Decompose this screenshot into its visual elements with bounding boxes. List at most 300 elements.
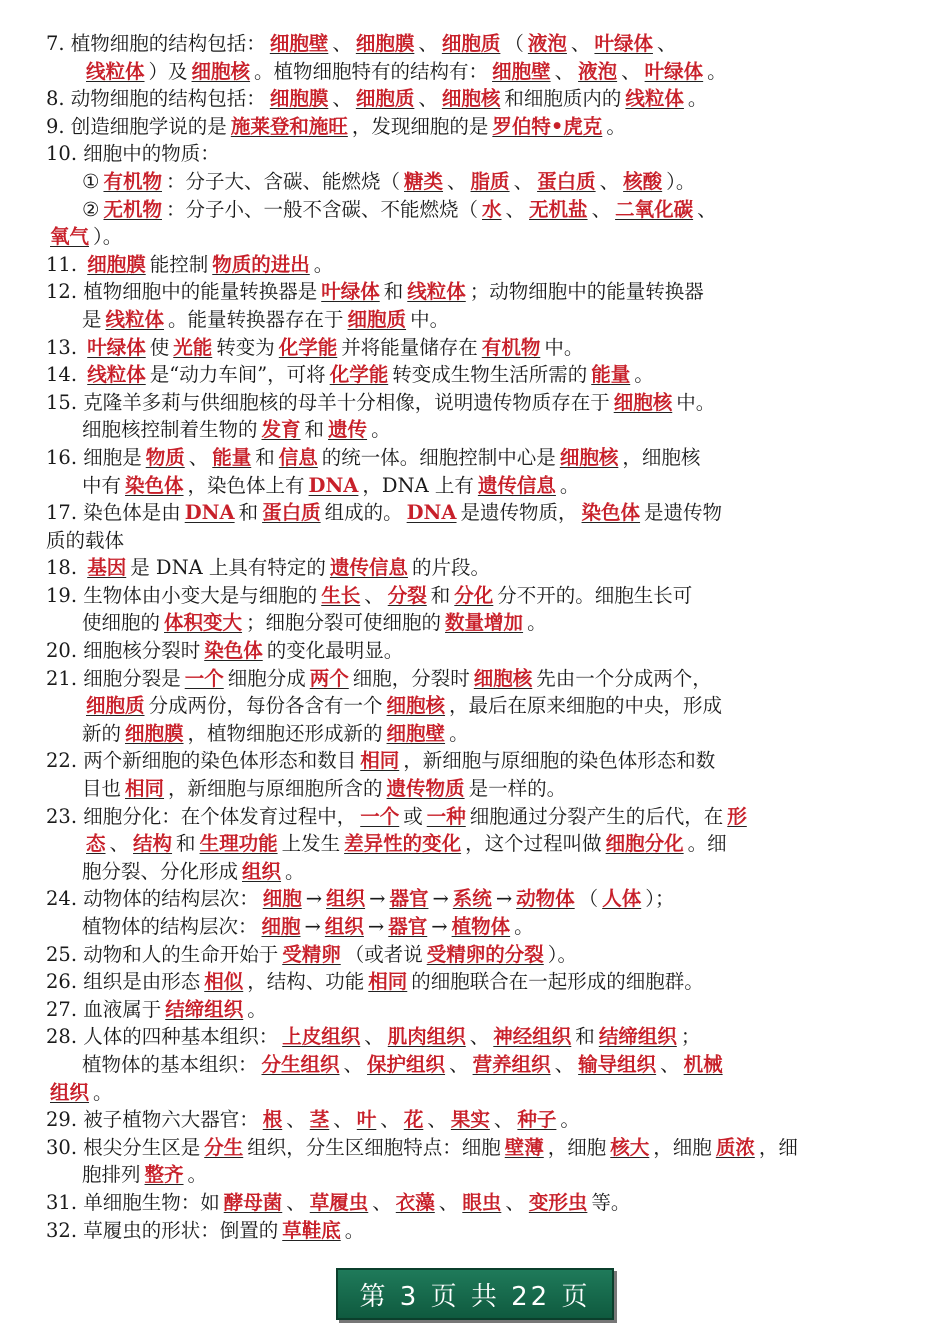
answer-blank: 染色体 <box>125 473 184 497</box>
question-text: 胞排列 <box>82 1163 141 1187</box>
question-text: 21. 细胞分裂是 <box>46 666 181 690</box>
question-text: ，DNA 上有 <box>362 473 474 497</box>
answer-blank: 细胞核 <box>191 59 251 83</box>
answer-blank: 细胞核 <box>473 666 533 690</box>
answer-blank: 质浓 <box>715 1135 755 1159</box>
question-text: 中。 <box>410 307 450 331</box>
question-text: 、 <box>332 87 352 111</box>
answer-blank: 线粒体 <box>407 280 466 304</box>
question-text: 新的 <box>82 721 122 745</box>
question-line <box>46 1051 898 1079</box>
answer-blank: 受精卵的分裂 <box>426 942 544 966</box>
answer-blank: 施莱登和施旺 <box>230 114 348 138</box>
question-text: ，细 <box>758 1135 798 1159</box>
question-text: 13. <box>46 335 84 359</box>
question-text: 胞分裂、分化形成 <box>82 859 239 883</box>
answer-blank: 营养组织 <box>472 1052 551 1076</box>
question-text: 、 <box>505 197 526 221</box>
question-text: 、 <box>697 197 717 221</box>
question-line <box>46 968 898 996</box>
answer-blank: 一个 <box>184 666 224 690</box>
answer-blank: 结缔组织 <box>598 1025 677 1049</box>
answer-blank: 机械 <box>683 1052 723 1076</box>
answer-blank: 草履虫 <box>309 1190 369 1214</box>
question-item <box>46 85 898 113</box>
answer-blank: 化学能 <box>278 335 338 359</box>
answer-blank: 脂质 <box>470 169 510 193</box>
answer-blank: 一种 <box>426 804 466 828</box>
question-text: 和 <box>304 418 325 442</box>
question-line <box>46 389 898 417</box>
question-item <box>46 554 898 582</box>
question-text: ；动物细胞中的能量转换器 <box>469 280 704 304</box>
answer-blank: 叶绿体 <box>87 335 146 359</box>
answer-blank: 遗传物质 <box>386 777 465 801</box>
answer-blank: 两个 <box>309 666 349 690</box>
question-line <box>46 858 898 886</box>
question-text: ，细胞 <box>653 1135 712 1159</box>
answer-blank: 叶 <box>356 1108 377 1132</box>
question-text: 、 <box>599 169 620 193</box>
question-text: → <box>304 915 321 938</box>
answer-blank: 细胞膜 <box>87 252 146 276</box>
question-item <box>46 361 898 389</box>
question-line <box>46 720 898 748</box>
question-line <box>46 637 898 665</box>
question-text: 、 <box>469 1025 490 1049</box>
question-text: 质的载体 <box>46 528 125 552</box>
answer-blank: 无机盐 <box>529 197 588 221</box>
answer-blank: 组织 <box>50 1080 90 1104</box>
question-text: 细胞，分裂时 <box>352 666 470 690</box>
question-text: 。 <box>527 611 547 635</box>
question-item <box>46 389 898 444</box>
question-line <box>46 527 898 555</box>
question-text: 。 <box>247 997 267 1021</box>
question-line <box>46 278 898 306</box>
question-line <box>46 30 898 58</box>
question-text: 、 <box>364 1025 384 1049</box>
answer-blank: 种子 <box>517 1108 557 1132</box>
question-text: ，染色体上有 <box>187 473 305 497</box>
question-line <box>46 885 898 913</box>
question-text: 22. 两个新细胞的染色体形态和数目 <box>46 749 357 773</box>
question-text: 16. 细胞是 <box>46 445 142 469</box>
question-line <box>46 1106 898 1134</box>
answer-blank: 肌肉组织 <box>387 1025 466 1049</box>
question-text: 10. 细胞中的物质： <box>46 142 220 166</box>
question-line <box>46 747 898 775</box>
question-text: → <box>369 887 386 911</box>
question-text: 使 <box>149 335 170 359</box>
question-text: 、 <box>333 1108 353 1132</box>
question-line <box>46 582 898 610</box>
answer-blank: 染色体 <box>204 639 263 663</box>
answer-blank: 果实 <box>450 1108 490 1132</box>
question-text: ； <box>680 1025 701 1049</box>
question-item <box>46 941 898 969</box>
answer-blank: 相同 <box>368 970 408 994</box>
question-text: ）。 <box>666 169 696 193</box>
question-text: → <box>432 887 449 911</box>
question-line <box>46 803 898 831</box>
question-text: ，这个过程叫做 <box>465 832 602 856</box>
answer-blank: 态 <box>86 832 106 856</box>
answer-blank: 组织 <box>324 915 364 938</box>
question-line <box>46 251 898 279</box>
question-text: 使细胞的 <box>82 611 161 635</box>
question-text: 和 <box>430 583 451 607</box>
question-text: 和 <box>575 1025 595 1049</box>
answer-blank: 器官 <box>388 915 428 938</box>
question-text: 、 <box>343 1052 364 1076</box>
question-item <box>46 1106 898 1134</box>
question-item <box>46 30 898 85</box>
answer-blank: 草鞋底 <box>282 1218 341 1242</box>
question-text: 7. 植物细胞的结构包括： <box>46 32 266 55</box>
answer-blank: 一个 <box>360 804 400 828</box>
question-text: 28. 人体的四种基本组织： <box>46 1025 279 1049</box>
question-text: 。 <box>313 252 334 276</box>
question-item <box>46 1134 898 1189</box>
question-text: ，细胞核 <box>622 445 701 469</box>
answer-blank: 细胞膜 <box>269 87 329 111</box>
question-text: 、 <box>505 1190 525 1214</box>
answer-blank: 体积变大 <box>164 611 243 635</box>
page-indicator <box>336 1268 614 1320</box>
question-line <box>46 830 898 858</box>
answer-blank: 细胞 <box>262 887 302 911</box>
answer-blank: 液泡 <box>578 59 618 83</box>
question-text: 、 <box>621 59 641 83</box>
answer-blank: 花 <box>403 1108 424 1132</box>
question-text: 、 <box>427 1108 447 1132</box>
question-text: 。 <box>606 114 626 138</box>
question-text: ，新细胞与原细胞所含的 <box>168 777 383 801</box>
question-text: → <box>305 887 323 911</box>
answer-blank: 细胞膜 <box>355 32 415 55</box>
question-line <box>46 168 898 196</box>
answer-blank: 糖类 <box>404 169 444 193</box>
question-item <box>46 968 898 996</box>
question-line <box>46 85 898 113</box>
answer-blank: 分生 <box>204 1135 244 1159</box>
question-text: ，发现细胞的是 <box>351 114 489 138</box>
question-line <box>46 1079 898 1107</box>
answer-blank: 结构 <box>133 832 173 856</box>
answer-blank: 遗传信息 <box>329 556 408 580</box>
answer-blank: 叶绿体 <box>321 280 380 304</box>
question-text: （或者说 <box>344 942 423 966</box>
question-text: ，最后在原来细胞的中央，形成 <box>449 694 723 718</box>
question-line <box>46 554 898 582</box>
answer-blank: 化学能 <box>329 363 389 387</box>
question-line <box>46 58 898 86</box>
question-item <box>46 747 898 802</box>
question-text: 先由一个分成两个， <box>536 666 712 690</box>
question-text: 、 <box>380 1108 400 1132</box>
answer-blank: 细胞 <box>261 915 301 938</box>
answer-blank: 核酸 <box>623 169 663 193</box>
question-text: 是 <box>82 307 102 331</box>
question-text: 。 <box>707 59 727 83</box>
answer-blank: 遗传信息 <box>477 473 556 497</box>
question-text: 细胞分成 <box>227 666 306 690</box>
question-text: → <box>495 887 513 911</box>
question-text: 、 <box>332 32 352 55</box>
question-item <box>46 444 898 499</box>
answer-blank: 罗伯特•虎克 <box>492 114 603 138</box>
question-text: 组成的。 <box>324 501 403 525</box>
question-line <box>46 996 898 1024</box>
question-item <box>46 113 898 141</box>
question-item <box>46 251 898 279</box>
question-text: 和细胞质内的 <box>504 87 622 111</box>
question-item <box>46 803 898 886</box>
question-text: 19. 生物体由小变大是与细胞的 <box>46 583 318 607</box>
question-text: （ <box>578 887 599 911</box>
question-text: ，细胞 <box>547 1135 607 1159</box>
answer-blank: 核大 <box>610 1135 650 1159</box>
answer-blank: 染色体 <box>581 501 641 525</box>
question-line <box>46 499 898 527</box>
question-text: 。 <box>634 363 654 387</box>
question-text: 29. 被子植物六大器官： <box>46 1108 259 1132</box>
answer-blank: 组织 <box>326 887 366 911</box>
question-text: 能控制 <box>149 252 209 276</box>
question-text: ，新细胞与原细胞的染色体形态和数 <box>403 749 716 773</box>
question-text: 上发生 <box>281 832 341 856</box>
question-text: 是一样的。 <box>468 777 567 801</box>
question-text: 、 <box>570 32 591 55</box>
answer-blank: 受精卵 <box>282 942 341 966</box>
answer-blank: 细胞核 <box>441 87 501 111</box>
answer-blank: 根 <box>262 1108 283 1132</box>
question-text: 12. 植物细胞中的能量转换器是 <box>46 280 318 304</box>
answer-blank: 物质的进出 <box>212 252 310 276</box>
question-text: 24. 动物体的结构层次： <box>46 887 259 911</box>
answer-blank: 保护组织 <box>367 1052 446 1076</box>
answer-blank: 组织 <box>242 859 282 883</box>
question-text: 、 <box>438 1190 459 1214</box>
question-text: 转变成生物生活所需的 <box>392 363 588 387</box>
question-text: 、 <box>447 169 467 193</box>
answer-blank: 有机物 <box>103 169 162 193</box>
answer-blank: 细胞核 <box>613 390 673 414</box>
question-item <box>46 278 898 333</box>
answer-blank: DNA <box>184 501 235 525</box>
question-text: 是遗传物质， <box>460 501 578 525</box>
question-text: 25. 动物和人的生命开始于 <box>46 942 279 966</box>
question-text: 8. 动物细胞的结构包括： <box>46 87 266 111</box>
question-text: 、 <box>449 1052 469 1076</box>
answer-blank: 光能 <box>173 335 213 359</box>
question-text: 中有 <box>82 473 122 497</box>
answer-blank: 细胞壁 <box>269 32 329 55</box>
answer-blank: 液泡 <box>527 32 567 55</box>
question-text: 9. 创造细胞学说的是 <box>46 114 227 138</box>
answer-blank: 酵母菌 <box>223 1190 283 1214</box>
answer-blank: 器官 <box>389 887 429 911</box>
answer-blank: 细胞壁 <box>386 721 446 745</box>
question-text: 的片段。 <box>411 556 490 580</box>
answer-blank: 分裂 <box>387 583 427 607</box>
question-text: 、 <box>591 197 612 221</box>
answer-blank: 叶绿体 <box>644 59 704 83</box>
question-text: 并将能量储存在 <box>341 335 478 359</box>
answer-blank: 相同 <box>125 777 165 801</box>
answer-blank: 细胞质 <box>441 32 501 55</box>
answer-blank: 壁薄 <box>504 1135 544 1159</box>
answer-blank: 差异性的变化 <box>344 832 462 856</box>
question-text: 26. 组织是由形态 <box>46 970 201 994</box>
question-text: 、 <box>418 87 438 111</box>
question-list <box>46 30 898 1244</box>
question-text: 等。 <box>591 1190 631 1214</box>
question-text: 分成两份，每份各含有一个 <box>148 694 383 718</box>
question-text: 、 <box>286 1108 306 1132</box>
question-text: ，植物细胞还形成新的 <box>187 721 383 745</box>
answer-blank: 能量 <box>212 445 252 469</box>
question-text: 17. 染色体是由 <box>46 501 181 525</box>
answer-blank: 人体 <box>602 887 642 911</box>
question-text: ）。 <box>93 225 123 249</box>
question-text: 和 <box>383 280 404 304</box>
answer-blank: DNA <box>308 473 359 497</box>
question-text: 31. 单细胞生物：如 <box>46 1190 220 1214</box>
answer-blank: 细胞壁 <box>492 59 551 83</box>
question-text: 分不开的。细胞生长可 <box>497 583 693 607</box>
answer-blank: 无机物 <box>103 197 162 221</box>
question-text: 转变为 <box>216 335 275 359</box>
question-item <box>46 1217 898 1245</box>
answer-blank: 发育 <box>261 418 301 442</box>
question-text: 组织，分生区细胞特点：细胞 <box>247 1135 501 1159</box>
question-text: 和 <box>255 445 275 469</box>
answer-blank: 变形虫 <box>528 1190 588 1214</box>
answer-blank: 叶绿体 <box>594 32 653 55</box>
question-text: 32. 草履虫的形状：倒置的 <box>46 1218 279 1242</box>
question-text: 。 <box>449 721 469 745</box>
question-text: 。 <box>344 1218 365 1242</box>
question-item <box>46 637 898 665</box>
question-text: 、 <box>109 832 130 856</box>
answer-blank: 茎 <box>309 1108 330 1132</box>
question-text: 。植物细胞特有的结构有： <box>254 59 489 83</box>
answer-blank: 系统 <box>452 887 492 911</box>
question-text: ① <box>82 169 100 193</box>
question-text: 15. 克隆羊多莉与供细胞核的母羊十分相像，说明遗传物质存在于 <box>46 390 610 414</box>
answer-blank: 细胞质 <box>355 87 415 111</box>
question-text: 、 <box>493 1108 514 1132</box>
question-line <box>46 941 898 969</box>
answer-blank: 细胞膜 <box>125 721 184 745</box>
question-text: ② <box>82 197 100 221</box>
question-text: 中。 <box>544 335 584 359</box>
question-text: 。细 <box>687 832 727 856</box>
question-text: 、 <box>418 32 438 55</box>
answer-blank: DNA <box>406 501 457 525</box>
question-item <box>46 334 898 362</box>
question-text: 、 <box>554 59 575 83</box>
question-text: 23. 细胞分化：在个体发育过程中， <box>46 804 357 828</box>
answer-blank: 蛋白质 <box>537 169 596 193</box>
question-text: 的统一体。细胞控制中心是 <box>321 445 556 469</box>
question-text: ）； <box>645 887 675 911</box>
question-line <box>46 444 898 472</box>
question-text: （ <box>504 32 524 55</box>
question-text: ）。 <box>547 942 578 966</box>
question-text: 植物体的结构层次： <box>82 915 258 938</box>
question-text: 。 <box>687 87 708 111</box>
question-text: → <box>431 915 448 938</box>
question-text: 、 <box>513 169 534 193</box>
question-text: 。 <box>514 915 534 938</box>
answer-blank: 细胞质 <box>86 694 145 718</box>
question-text: 。 <box>93 1080 113 1104</box>
answer-blank: 线粒体 <box>625 87 684 111</box>
question-text: 。 <box>187 1163 208 1187</box>
page-indicator-label: 第 3 页 共 22 页 <box>359 1281 591 1312</box>
answer-blank: 信息 <box>278 445 318 469</box>
question-text: ：分子小、一般不含碳、不能燃烧（ <box>166 197 479 221</box>
question-text: 和 <box>176 832 196 856</box>
answer-blank: 能量 <box>591 363 631 387</box>
answer-blank: 分化 <box>454 583 494 607</box>
question-text: 18. <box>46 556 84 580</box>
question-text: ：分子大、含碳、能燃烧（ <box>166 169 401 193</box>
question-item <box>46 1189 898 1217</box>
question-line <box>46 196 898 224</box>
answer-blank: 二氧化碳 <box>615 197 694 221</box>
answer-blank: 相似 <box>204 970 244 994</box>
answer-blank: 基因 <box>87 556 127 580</box>
answer-blank: 细胞质 <box>347 307 407 331</box>
question-item <box>46 885 898 940</box>
answer-blank: 输导组织 <box>578 1052 657 1076</box>
answer-blank: 眼虫 <box>462 1190 502 1214</box>
question-text: 11. <box>46 252 84 276</box>
question-text: 30. 根尖分生区是 <box>46 1135 201 1159</box>
question-text: 、 <box>656 32 677 55</box>
question-line <box>46 306 898 334</box>
answer-blank: 分生组织 <box>261 1052 340 1076</box>
question-line <box>46 1189 898 1217</box>
answer-blank: 细胞核 <box>386 694 446 718</box>
question-text: 、 <box>554 1052 575 1076</box>
answer-blank: 数量增加 <box>445 611 524 635</box>
question-line <box>46 1217 898 1245</box>
question-text: 、 <box>364 583 384 607</box>
question-text: 14. <box>46 363 84 387</box>
question-text: 、 <box>188 445 209 469</box>
question-line <box>46 913 898 941</box>
answer-blank: 蛋白质 <box>262 501 321 525</box>
question-text: 细胞核控制着生物的 <box>82 418 258 442</box>
question-text: 、 <box>372 1190 392 1214</box>
question-line <box>46 609 898 637</box>
question-text: 、 <box>286 1190 306 1214</box>
question-text: 的变化最明显。 <box>266 639 404 663</box>
answer-blank: 衣藻 <box>395 1190 435 1214</box>
question-text: 。能量转换器存在于 <box>168 307 344 331</box>
question-line <box>46 1134 898 1162</box>
question-line <box>46 416 898 444</box>
answer-blank: 动物体 <box>516 887 575 911</box>
answer-blank: 整齐 <box>144 1163 184 1187</box>
question-text: 。 <box>371 418 391 442</box>
question-line <box>46 1023 898 1051</box>
